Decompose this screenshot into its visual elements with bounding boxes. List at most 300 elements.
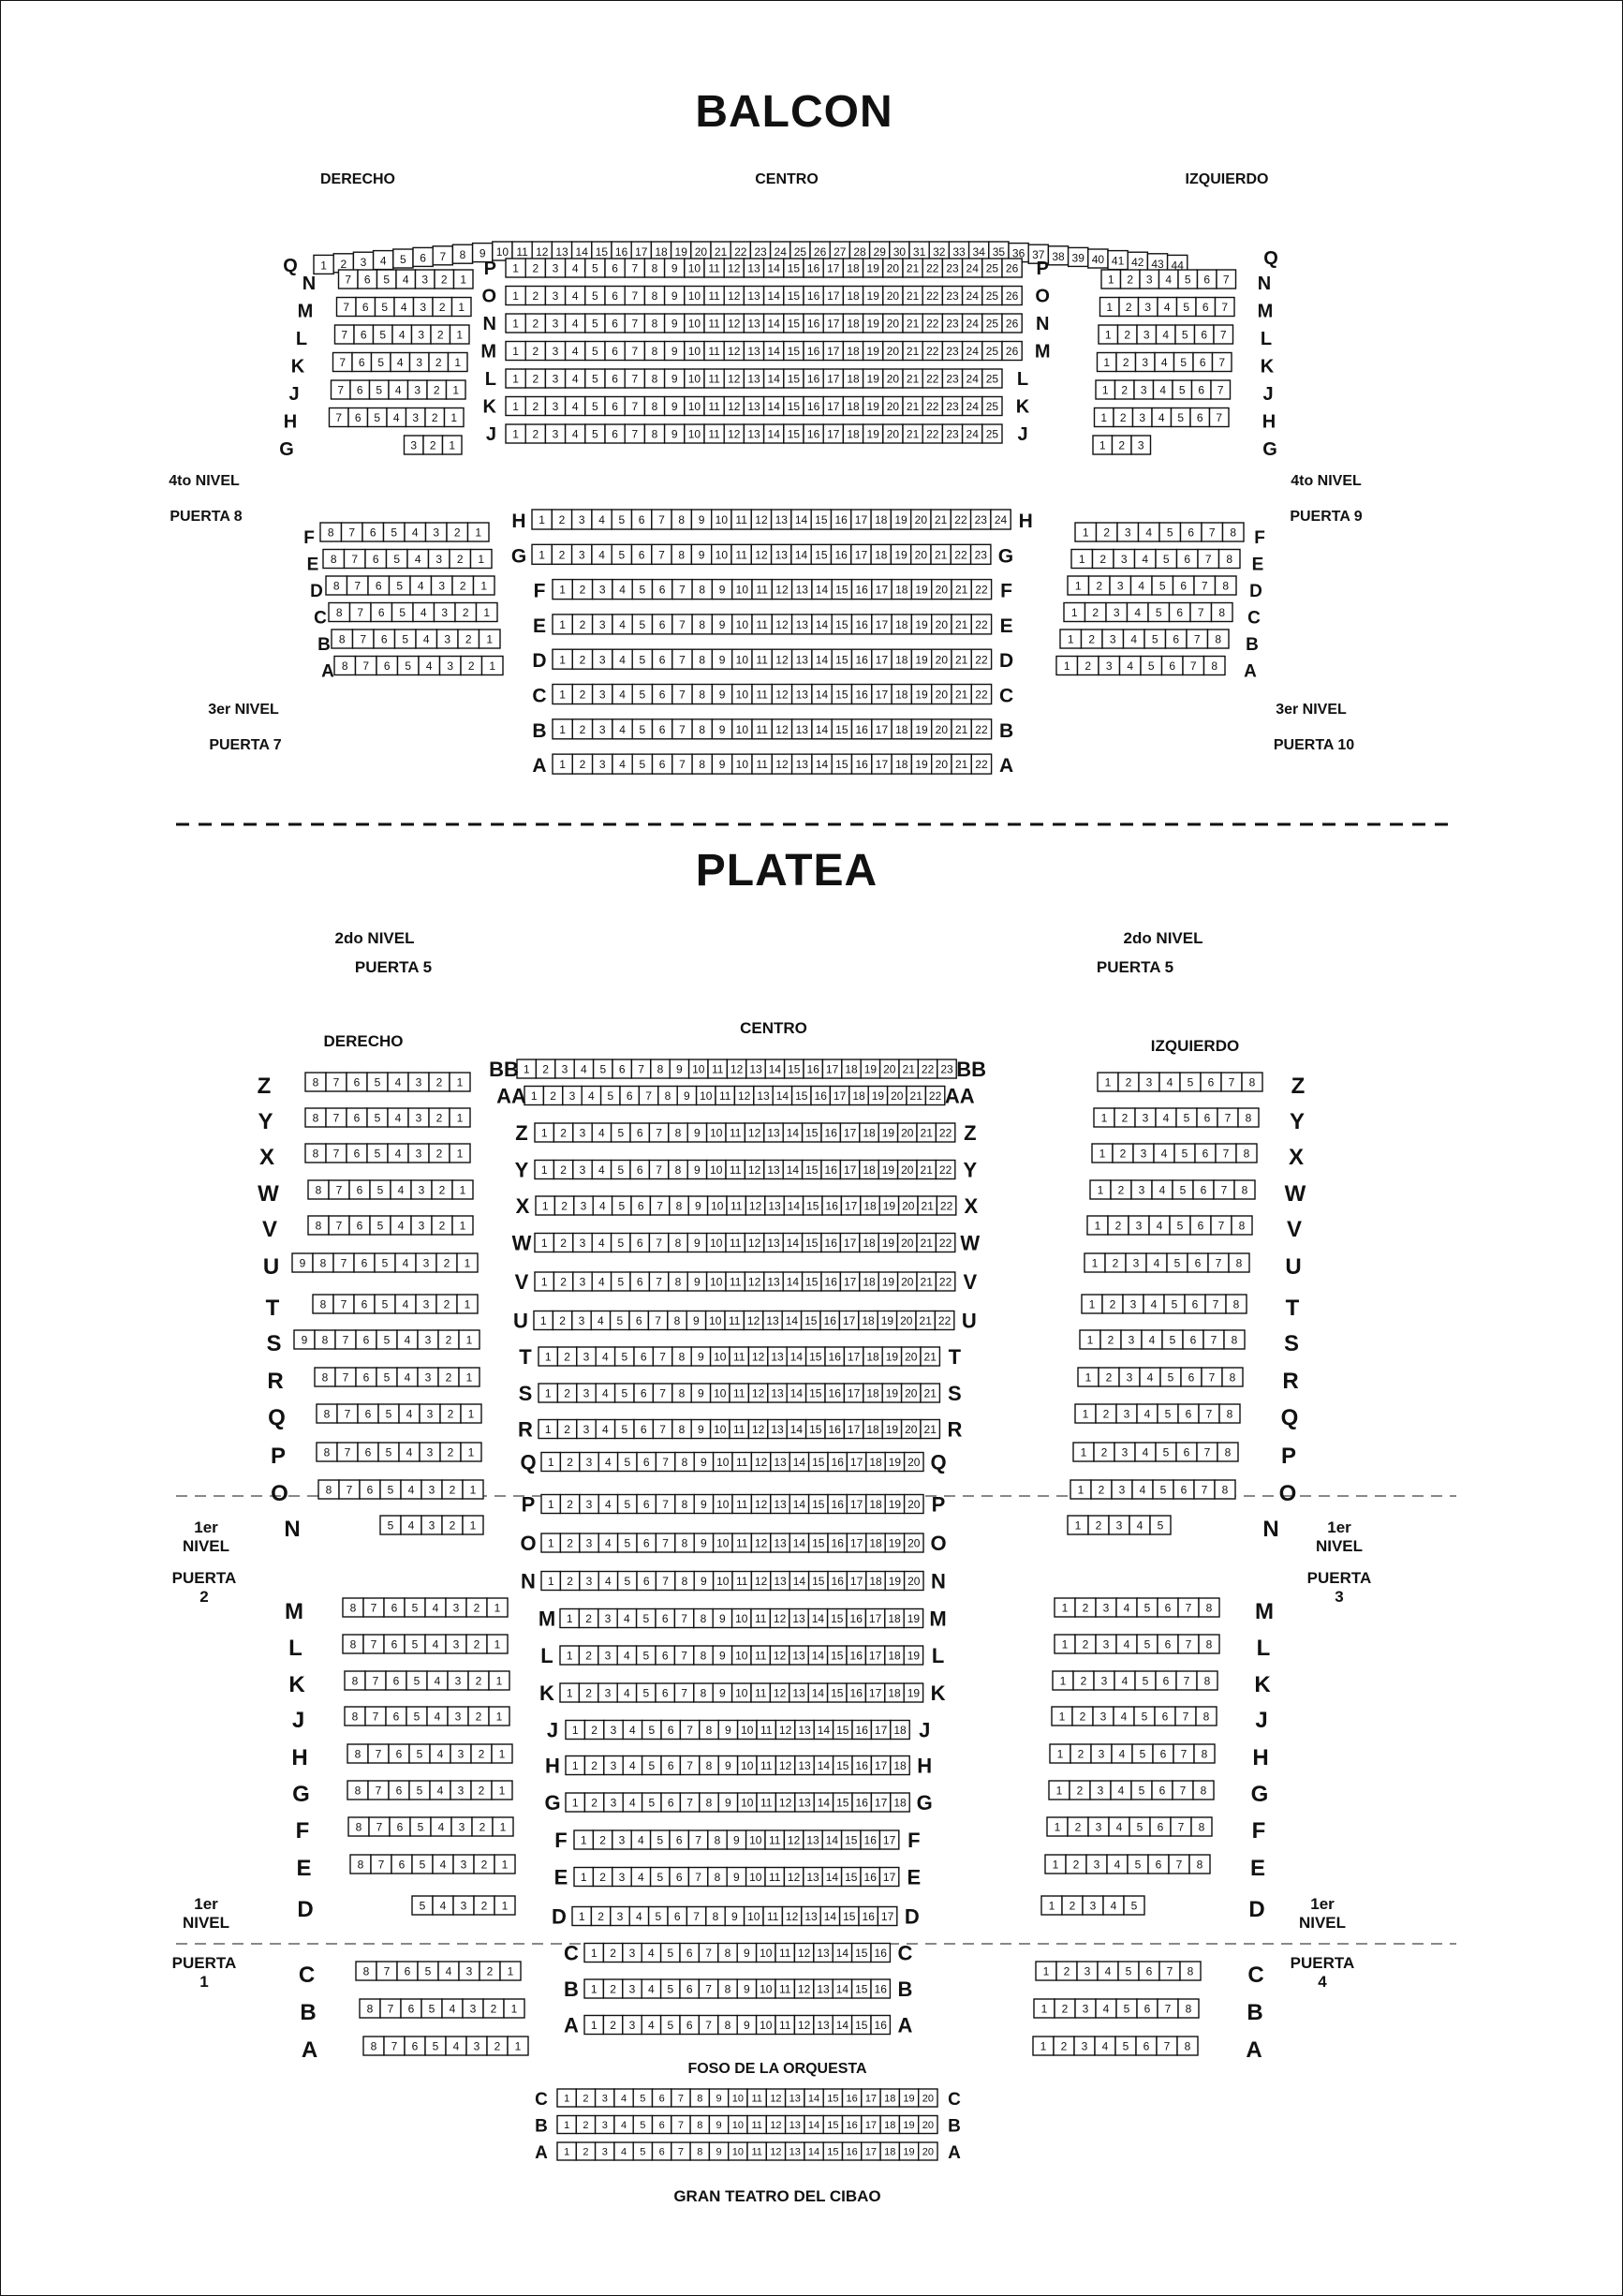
seat[interactable]	[668, 1311, 686, 1330]
seat[interactable]	[612, 615, 632, 634]
seat[interactable]	[718, 1756, 737, 1775]
seat[interactable]	[1121, 1330, 1142, 1349]
seat[interactable]	[585, 369, 605, 388]
seat[interactable]	[592, 544, 612, 564]
seat[interactable]	[897, 1311, 916, 1330]
seat[interactable]	[665, 424, 685, 443]
seat[interactable]	[418, 1330, 438, 1349]
seat[interactable]	[871, 2016, 890, 2035]
seat[interactable]	[792, 1087, 811, 1105]
seat[interactable]	[1137, 1598, 1158, 1617]
seat[interactable]	[593, 754, 612, 774]
seat[interactable]	[605, 369, 625, 388]
seat[interactable]	[489, 1707, 509, 1726]
seat[interactable]	[665, 287, 685, 305]
seat[interactable]	[545, 424, 565, 443]
seat[interactable]	[401, 1480, 421, 1499]
seat[interactable]	[375, 1295, 395, 1313]
seat[interactable]	[903, 314, 922, 333]
seat[interactable]	[1094, 1108, 1114, 1127]
seat[interactable]	[358, 270, 377, 289]
seat[interactable]	[653, 2089, 671, 2107]
seat[interactable]	[905, 1533, 923, 1552]
seat[interactable]	[1096, 1999, 1116, 2018]
seat[interactable]	[738, 1721, 757, 1740]
seat[interactable]	[872, 649, 892, 669]
seat[interactable]	[692, 580, 712, 600]
seat[interactable]	[573, 1123, 592, 1142]
seat[interactable]	[605, 287, 625, 305]
seat[interactable]	[744, 1311, 762, 1330]
seat[interactable]	[580, 1453, 598, 1472]
seat[interactable]	[653, 719, 672, 739]
seat[interactable]	[553, 1311, 571, 1330]
seat[interactable]	[936, 1123, 954, 1142]
seat[interactable]	[737, 1979, 756, 1998]
seat[interactable]	[446, 1635, 466, 1653]
seat[interactable]	[738, 1756, 757, 1775]
seat[interactable]	[752, 685, 772, 704]
seat[interactable]	[1085, 603, 1107, 622]
seat[interactable]	[557, 2116, 576, 2134]
seat[interactable]	[1178, 1635, 1199, 1653]
seat[interactable]	[489, 1671, 509, 1690]
seat[interactable]	[1194, 576, 1216, 595]
seat[interactable]	[687, 1161, 706, 1179]
seat[interactable]	[598, 1683, 617, 1702]
seat[interactable]	[1140, 270, 1159, 289]
seat[interactable]	[1060, 630, 1082, 648]
seat[interactable]	[623, 1979, 642, 1998]
seat[interactable]	[821, 1234, 840, 1252]
seat[interactable]	[335, 325, 355, 344]
seat[interactable]	[1202, 1368, 1222, 1386]
seat[interactable]	[393, 249, 413, 268]
seat[interactable]	[412, 325, 432, 344]
seat[interactable]	[656, 1646, 674, 1665]
seat[interactable]	[902, 1347, 921, 1366]
seat[interactable]	[863, 287, 883, 305]
seat[interactable]	[1074, 2037, 1095, 2055]
seat[interactable]	[935, 1311, 953, 1330]
seat[interactable]	[744, 397, 763, 416]
seat[interactable]	[685, 287, 704, 305]
seat[interactable]	[1096, 1635, 1116, 1653]
seat[interactable]	[718, 1721, 737, 1740]
seat[interactable]	[601, 1087, 620, 1105]
seat[interactable]	[349, 1216, 370, 1235]
seat[interactable]	[859, 1311, 878, 1330]
seat[interactable]	[925, 1087, 944, 1105]
seat[interactable]	[902, 1420, 921, 1439]
seat[interactable]	[892, 754, 911, 774]
seat[interactable]	[553, 1123, 572, 1142]
seat[interactable]	[1112, 1480, 1132, 1499]
seat[interactable]	[408, 1144, 429, 1163]
seat[interactable]	[789, 1683, 808, 1702]
seat[interactable]	[1075, 1999, 1096, 2018]
seat[interactable]	[789, 1453, 808, 1472]
seat[interactable]	[1106, 603, 1128, 622]
seat[interactable]	[305, 1073, 326, 1091]
seat[interactable]	[337, 298, 357, 317]
seat[interactable]	[865, 1683, 884, 1702]
seat[interactable]	[711, 1384, 730, 1402]
seat[interactable]	[1112, 1744, 1132, 1763]
seat[interactable]	[782, 1311, 801, 1330]
seat[interactable]	[718, 1944, 737, 1963]
seat[interactable]	[812, 685, 832, 704]
seat[interactable]	[713, 1646, 731, 1665]
seat[interactable]	[406, 1707, 427, 1726]
seat[interactable]	[356, 1962, 376, 1980]
seat[interactable]	[804, 2089, 823, 2107]
seat[interactable]	[604, 1793, 623, 1812]
seat[interactable]	[1094, 1443, 1114, 1461]
seat[interactable]	[880, 2116, 899, 2134]
seat[interactable]	[642, 2016, 660, 2035]
seat[interactable]	[772, 685, 791, 704]
seat[interactable]	[903, 342, 922, 361]
seat[interactable]	[1119, 298, 1139, 317]
seat[interactable]	[405, 1635, 425, 1653]
seat[interactable]	[525, 259, 545, 277]
seat[interactable]	[1102, 630, 1124, 648]
seat[interactable]	[1173, 1180, 1193, 1199]
seat[interactable]	[680, 1944, 699, 1963]
seat[interactable]	[704, 397, 724, 416]
seat[interactable]	[713, 1609, 731, 1628]
seat[interactable]	[397, 1368, 418, 1386]
seat[interactable]	[936, 1234, 954, 1252]
seat[interactable]	[466, 1598, 487, 1617]
seat[interactable]	[376, 1330, 397, 1349]
seat[interactable]	[598, 1453, 617, 1472]
seat[interactable]	[435, 270, 454, 289]
seat[interactable]	[862, 2116, 880, 2134]
seat[interactable]	[765, 1196, 784, 1215]
seat[interactable]	[573, 1161, 592, 1179]
seat[interactable]	[335, 1368, 356, 1386]
seat[interactable]	[744, 314, 763, 333]
seat[interactable]	[596, 2089, 614, 2107]
seat[interactable]	[744, 424, 763, 443]
seat[interactable]	[1180, 1962, 1201, 1980]
seat[interactable]	[784, 424, 804, 443]
seat[interactable]	[772, 615, 791, 634]
seat[interactable]	[429, 1108, 450, 1127]
seat[interactable]	[971, 649, 991, 669]
seat[interactable]	[861, 1196, 879, 1215]
seat[interactable]	[665, 397, 685, 416]
seat[interactable]	[1154, 1144, 1174, 1163]
seat[interactable]	[409, 1744, 430, 1763]
seat[interactable]	[591, 1311, 610, 1330]
seat[interactable]	[615, 1420, 634, 1439]
seat[interactable]	[353, 630, 375, 648]
seat[interactable]	[771, 1533, 789, 1552]
seat[interactable]	[685, 397, 704, 416]
seat[interactable]	[582, 1087, 600, 1105]
seat[interactable]	[1197, 1443, 1217, 1461]
seat[interactable]	[737, 1944, 756, 1963]
seat[interactable]	[1217, 270, 1236, 289]
seat[interactable]	[1068, 1817, 1088, 1836]
seat[interactable]	[574, 1830, 593, 1849]
seat[interactable]	[704, 287, 724, 305]
seat[interactable]	[580, 1495, 598, 1514]
seat[interactable]	[572, 580, 592, 600]
seat[interactable]	[1075, 1635, 1096, 1653]
seat[interactable]	[577, 1384, 596, 1402]
seat[interactable]	[539, 1420, 557, 1439]
seat[interactable]	[806, 1384, 825, 1402]
seat[interactable]	[566, 1756, 584, 1775]
seat[interactable]	[1115, 380, 1135, 399]
seat[interactable]	[738, 1793, 757, 1812]
seat[interactable]	[305, 1108, 326, 1127]
seat[interactable]	[653, 580, 672, 600]
seat[interactable]	[784, 397, 804, 416]
seat[interactable]	[413, 603, 435, 622]
seat[interactable]	[1096, 1598, 1116, 1617]
seat[interactable]	[718, 1979, 737, 1998]
seat[interactable]	[804, 1196, 822, 1215]
seat[interactable]	[603, 1944, 622, 1963]
seat[interactable]	[904, 1683, 922, 1702]
seat[interactable]	[1195, 325, 1215, 344]
seat[interactable]	[771, 1453, 789, 1472]
seat[interactable]	[1177, 550, 1199, 569]
seat[interactable]	[345, 550, 366, 569]
seat[interactable]	[1183, 657, 1204, 675]
seat[interactable]	[952, 615, 971, 634]
seat[interactable]	[828, 1646, 847, 1665]
seat[interactable]	[535, 1161, 553, 1179]
seat[interactable]	[342, 523, 363, 541]
seat[interactable]	[560, 1453, 579, 1472]
seat[interactable]	[350, 1855, 371, 1874]
seat[interactable]	[1242, 1073, 1262, 1091]
seat[interactable]	[356, 298, 376, 317]
seat[interactable]	[1208, 630, 1230, 648]
seat[interactable]	[952, 719, 971, 739]
seat[interactable]	[405, 1598, 425, 1617]
seat[interactable]	[1178, 1999, 1199, 2018]
seat[interactable]	[1178, 1598, 1199, 1617]
seat[interactable]	[450, 1108, 470, 1127]
seat[interactable]	[1139, 1073, 1159, 1091]
seat[interactable]	[611, 1907, 629, 1926]
seat[interactable]	[746, 1830, 765, 1849]
seat[interactable]	[989, 242, 1009, 260]
seat[interactable]	[843, 314, 863, 333]
seat[interactable]	[631, 1059, 650, 1078]
seat[interactable]	[764, 397, 784, 416]
seat[interactable]	[784, 314, 804, 333]
seat[interactable]	[612, 1830, 631, 1849]
seat[interactable]	[804, 342, 823, 361]
seat[interactable]	[1113, 1144, 1133, 1163]
seat[interactable]	[585, 259, 605, 277]
seat[interactable]	[708, 1868, 727, 1887]
seat[interactable]	[414, 298, 434, 317]
seat[interactable]	[566, 1793, 584, 1812]
seat[interactable]	[1136, 2037, 1157, 2055]
seat[interactable]	[552, 510, 571, 529]
seat[interactable]	[1116, 353, 1136, 372]
seat[interactable]	[653, 1420, 671, 1439]
seat[interactable]	[1158, 1999, 1178, 2018]
seat[interactable]	[803, 1272, 821, 1291]
seat[interactable]	[812, 615, 832, 634]
seat[interactable]	[598, 1495, 617, 1514]
seat[interactable]	[932, 719, 952, 739]
seat[interactable]	[358, 1443, 378, 1461]
seat[interactable]	[711, 242, 730, 260]
seat[interactable]	[748, 1347, 767, 1366]
seat[interactable]	[1103, 1896, 1124, 1915]
seat[interactable]	[792, 685, 812, 704]
seat[interactable]	[821, 1123, 840, 1142]
seat[interactable]	[425, 408, 445, 427]
seat[interactable]	[430, 1781, 450, 1800]
seat[interactable]	[751, 1572, 770, 1591]
seat[interactable]	[411, 1216, 432, 1235]
seat[interactable]	[334, 657, 356, 675]
seat[interactable]	[890, 242, 909, 260]
seat[interactable]	[605, 397, 625, 416]
seat[interactable]	[326, 1073, 347, 1091]
seat[interactable]	[730, 1420, 748, 1439]
seat[interactable]	[823, 369, 843, 388]
seat[interactable]	[863, 1420, 882, 1439]
seat[interactable]	[685, 369, 704, 388]
seat[interactable]	[1167, 1253, 1188, 1272]
seat[interactable]	[1224, 1330, 1245, 1349]
seat[interactable]	[614, 2089, 633, 2107]
seat[interactable]	[572, 754, 592, 774]
seat[interactable]	[706, 1311, 725, 1330]
seat[interactable]	[1056, 657, 1078, 675]
seat[interactable]	[982, 424, 1002, 443]
seat[interactable]	[1070, 1781, 1090, 1800]
seat[interactable]	[982, 314, 1002, 333]
seat[interactable]	[757, 1979, 775, 1998]
seat[interactable]	[866, 1533, 885, 1552]
seat[interactable]	[1159, 1962, 1180, 1980]
seat[interactable]	[863, 314, 883, 333]
seat[interactable]	[560, 1495, 579, 1514]
seat[interactable]	[661, 1944, 680, 1963]
seat[interactable]	[672, 685, 692, 704]
seat[interactable]	[726, 1234, 745, 1252]
seat[interactable]	[446, 1598, 466, 1617]
seat[interactable]	[763, 1311, 782, 1330]
seat[interactable]	[891, 1721, 909, 1740]
seat[interactable]	[433, 298, 452, 317]
seat[interactable]	[951, 510, 970, 529]
seat[interactable]	[937, 1059, 956, 1078]
seat[interactable]	[1164, 1295, 1185, 1313]
seat[interactable]	[1078, 657, 1099, 675]
seat[interactable]	[746, 1059, 765, 1078]
seat[interactable]	[504, 1999, 524, 2018]
seat[interactable]	[1187, 630, 1208, 648]
seat[interactable]	[828, 1453, 847, 1472]
seat[interactable]	[615, 1347, 634, 1366]
seat[interactable]	[605, 314, 625, 333]
seat[interactable]	[1159, 270, 1179, 289]
seat[interactable]	[1162, 657, 1184, 675]
seat[interactable]	[584, 1944, 603, 1963]
seat[interactable]	[1196, 298, 1216, 317]
seat[interactable]	[892, 615, 911, 634]
seat[interactable]	[872, 685, 892, 704]
seat[interactable]	[440, 657, 462, 675]
seat[interactable]	[878, 1234, 897, 1252]
seat[interactable]	[409, 1781, 430, 1800]
seat[interactable]	[712, 719, 731, 739]
seat[interactable]	[367, 1144, 388, 1163]
seat[interactable]	[418, 1962, 438, 1980]
seat[interactable]	[963, 424, 982, 443]
seat[interactable]	[868, 1087, 887, 1105]
seat[interactable]	[712, 580, 731, 600]
seat[interactable]	[1109, 1516, 1129, 1534]
seat[interactable]	[909, 242, 929, 260]
seat[interactable]	[566, 314, 585, 333]
seat[interactable]	[860, 1123, 878, 1142]
seat[interactable]	[566, 342, 585, 361]
seat[interactable]	[832, 649, 851, 669]
seat[interactable]	[823, 397, 843, 416]
seat[interactable]	[764, 259, 784, 277]
seat[interactable]	[916, 1311, 935, 1330]
seat[interactable]	[448, 1671, 468, 1690]
seat[interactable]	[1135, 1671, 1156, 1690]
seat[interactable]	[545, 287, 565, 305]
seat[interactable]	[492, 1781, 512, 1800]
seat[interactable]	[834, 1721, 852, 1740]
seat[interactable]	[493, 1817, 513, 1836]
seat[interactable]	[787, 1420, 805, 1439]
seat[interactable]	[697, 1087, 716, 1105]
seat[interactable]	[903, 397, 922, 416]
seat[interactable]	[757, 1793, 775, 1812]
seat[interactable]	[772, 544, 791, 564]
seat[interactable]	[418, 1368, 438, 1386]
seat[interactable]	[397, 1962, 418, 1980]
seat[interactable]	[880, 2089, 899, 2107]
seat[interactable]	[1181, 523, 1202, 541]
seat[interactable]	[1100, 1330, 1121, 1349]
seat[interactable]	[642, 1756, 661, 1775]
seat[interactable]	[822, 1196, 841, 1215]
seat[interactable]	[921, 1384, 939, 1402]
seat[interactable]	[1174, 1144, 1195, 1163]
seat[interactable]	[468, 1671, 489, 1690]
seat[interactable]	[363, 2037, 384, 2055]
seat[interactable]	[637, 1683, 656, 1702]
seat[interactable]	[828, 1572, 847, 1591]
seat[interactable]	[320, 523, 342, 541]
seat[interactable]	[317, 1404, 337, 1423]
seat[interactable]	[545, 369, 565, 388]
seat[interactable]	[541, 1572, 560, 1591]
seat[interactable]	[474, 1855, 494, 1874]
seat[interactable]	[1070, 1480, 1091, 1499]
